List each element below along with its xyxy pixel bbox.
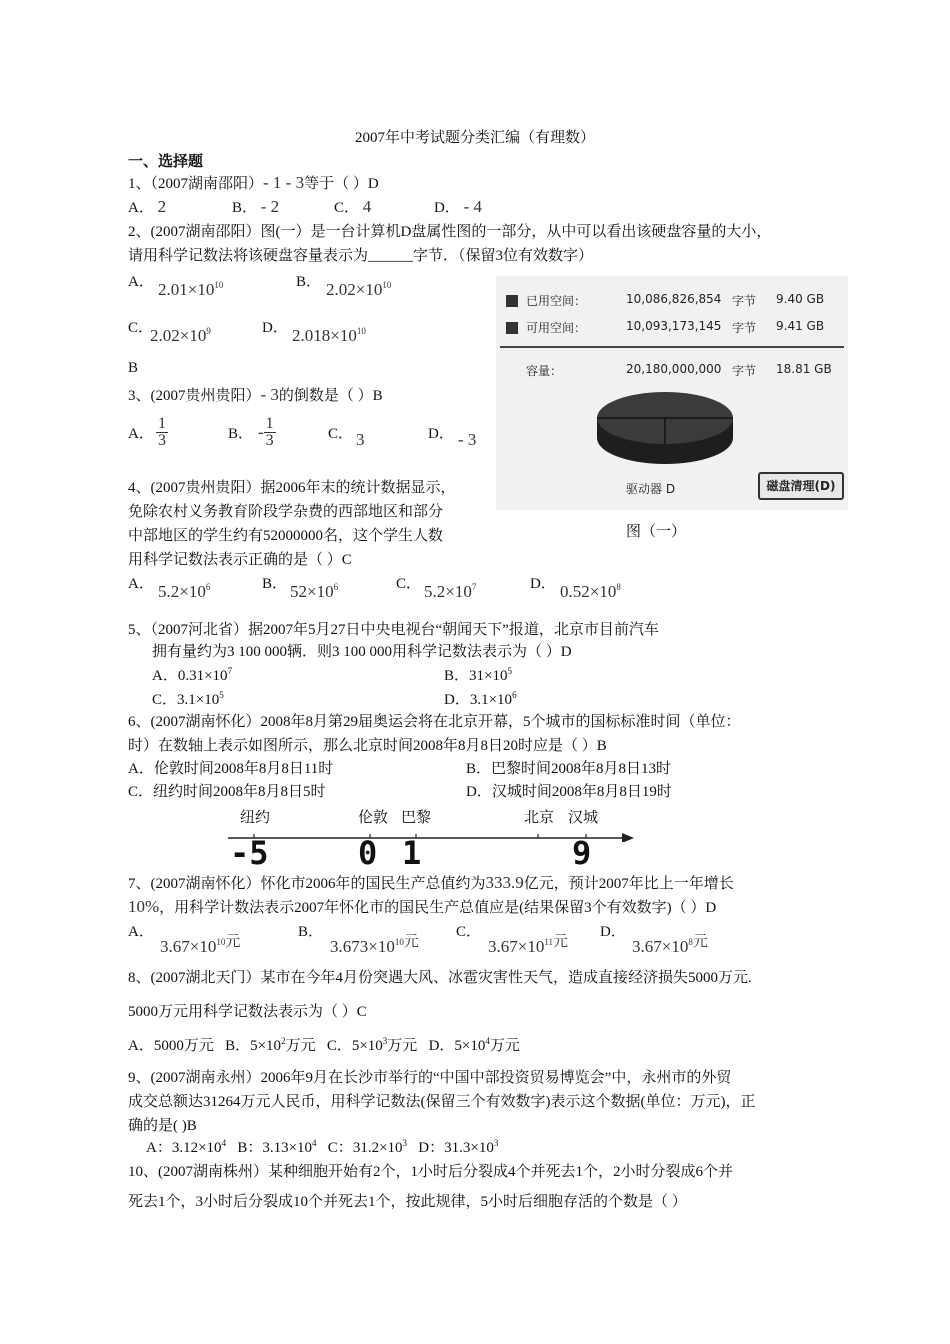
q1-option-b: B． - 2 bbox=[232, 197, 280, 216]
figure-caption: 图（一） bbox=[626, 524, 687, 540]
q6-option-a: A．伦敦时间2008年8月8日11时 bbox=[128, 761, 334, 777]
q7-option-a-label: A． bbox=[128, 924, 154, 940]
question-4-line-3: 中部地区的学生约有52000000名，这个学生人数 bbox=[128, 528, 444, 544]
q4-option-a: $5.2\times 10^6$ bbox=[158, 582, 211, 601]
question-9-line-3: 确的是( )B bbox=[128, 1118, 197, 1134]
q4-option-d-label: D． bbox=[530, 576, 556, 592]
q2-option-a: $2.01\times 10^{10}$ bbox=[158, 280, 224, 299]
q3-option-c: 3 bbox=[356, 430, 365, 449]
q5-option-b: B．$31\times 10^5$ bbox=[444, 666, 512, 684]
axis-number-9: 9 bbox=[572, 834, 592, 872]
axis-label-beijing: 北京 bbox=[524, 810, 555, 826]
q7-option-c-label: C． bbox=[456, 924, 482, 940]
capacity-unit: 字节 bbox=[732, 364, 757, 378]
free-unit: 字节 bbox=[732, 321, 757, 335]
question-2-line-2: 请用科学记数法将该硬盘容量表示为______字节．（保留3位有效数字） bbox=[128, 248, 594, 264]
question-9-line-1: 9、(2007湖南永州）2006年9月在长沙市举行的“中国中部投资贸易博览会”中，永州市的外贸 bbox=[128, 1070, 732, 1086]
q3-option-d-label: D． bbox=[428, 426, 454, 442]
q1-option-d: D． - 4 bbox=[434, 197, 483, 216]
q3-option-c-label: C． bbox=[328, 426, 354, 442]
question-4-line-4: 用科学记数法表示正确的是（ ）C bbox=[128, 552, 352, 568]
q3-option-a-label: A． bbox=[128, 426, 154, 442]
question-1-stem: 1、（2007湖南邵阳）- 1 - 3等于（ ）D bbox=[128, 173, 379, 192]
capacity-bytes: 20,180,000,000 bbox=[626, 362, 722, 376]
question-4-line-1: 4、(2007贵州贵阳）据2006年末的统计数据显示， bbox=[128, 480, 456, 496]
q2-option-c: $2.02\times 10^9$ bbox=[150, 326, 211, 345]
q1-option-c: C． 4 bbox=[334, 197, 372, 216]
question-10-line-2: 死去1个，3小时后分裂成10个并死去1个，按此规律，5小时后细胞存活的个数是（ ） bbox=[128, 1194, 687, 1210]
q7-option-d-label: D． bbox=[600, 924, 626, 940]
q7-option-b-label: B． bbox=[298, 924, 324, 940]
question-5-line-1: 5、（2007河北省）据2007年5月27日中央电视台“朝闻天下”报道，北京市目前汽车 bbox=[128, 622, 659, 638]
q3-option-a: $\frac{1}{3}$ bbox=[158, 415, 166, 449]
q7-option-d: $3.67\times 10^8$元 bbox=[632, 934, 708, 956]
question-5-line-2: 拥有量约为3 100 000辆．则3 100 000用科学记数法表示为（ ）D bbox=[152, 644, 572, 660]
q4-option-b-label: B． bbox=[262, 576, 288, 592]
question-8-line-1: 8、(2007湖北天门）某市在今年4月份突遇大风、冰雹灾害性天气，造成直接经济损失5000万元. bbox=[128, 970, 752, 986]
q4-option-b: $52\times 10^6$ bbox=[290, 582, 339, 601]
q5-option-a: A．$0.31\times 10^7$ bbox=[152, 666, 233, 684]
question-6-line-2: 时）在数轴上表示如图所示，那么北京时间2008年8月8日20时应是（ ）B bbox=[128, 738, 607, 754]
page-title: 2007年中考试题分类汇编（有理数） bbox=[354, 130, 595, 146]
question-2-line-1: 2、(2007湖南邵阳）图(一）是一台计算机D盘属性图的一部分，从中可以看出该硬盘容量的大小， bbox=[128, 224, 772, 240]
q2-option-d: $2.018\times 10^{10}$ bbox=[292, 326, 366, 345]
q2-option-b-label: B． bbox=[296, 274, 322, 290]
free-gb: 9.41 GB bbox=[776, 319, 825, 333]
q4-option-a-label: A． bbox=[128, 576, 154, 592]
q8-option-a: A．5000万元 bbox=[128, 1038, 214, 1054]
q3-option-b-label: B． bbox=[228, 426, 254, 442]
question-7-line-1: 7、(2007湖南怀化）怀化市2006年的国民生产总值约为333.9亿元，预计2007年比上一年增长 bbox=[128, 873, 734, 892]
q8-option-c: C．$5\times 10^3$万元 bbox=[326, 1036, 418, 1054]
question-6-line-1: 6、(2007湖南怀化）2008年8月第29届奥运会将在北京开幕，5个城市的国标标准时间（单位： bbox=[128, 714, 741, 730]
capacity-gb: 18.81 GB bbox=[776, 362, 832, 376]
q9-option-a: A：$3.12\times 10^4$ bbox=[146, 1138, 227, 1156]
q2-option-c-label: C． bbox=[128, 320, 154, 336]
q7-option-a: $3.67\times 10^{10}$元 bbox=[160, 934, 241, 956]
q1-option-a: A． 2 bbox=[128, 197, 167, 216]
used-unit: 字节 bbox=[732, 294, 757, 308]
question-7-line-2: 10%，用科学计数法表示2007年怀化市的国民生产总值应是(结果保留3个有效数字)（ ）D bbox=[128, 897, 717, 916]
q4-option-c-label: C． bbox=[396, 576, 422, 592]
q4-option-c: $5.2\times 10^7$ bbox=[424, 582, 477, 601]
capacity-label: 容量： bbox=[526, 364, 563, 378]
q2-option-b: $2.02\times 10^{10}$ bbox=[326, 280, 392, 299]
q1-expression: - 1 - 3 bbox=[263, 173, 305, 192]
used-space-swatch bbox=[506, 295, 518, 307]
q4-option-d: $0.52\times 10^8$ bbox=[560, 582, 621, 601]
disk-cleanup-button[interactable]: 磁盘清理(D) bbox=[758, 472, 844, 500]
q7-option-c: $3.67\times 10^{11}$元 bbox=[488, 934, 569, 956]
q8-option-b: B．$5\times 10^2$万元 bbox=[225, 1036, 316, 1054]
disk-pie-icon bbox=[594, 386, 736, 466]
q2-answer: B bbox=[128, 360, 139, 376]
used-gb: 9.40 GB bbox=[776, 292, 825, 306]
q2-option-d-label: D． bbox=[262, 320, 288, 336]
section-heading: 一、选择题 bbox=[128, 154, 204, 170]
q3-option-d: - 3 bbox=[458, 430, 477, 449]
free-space-swatch bbox=[506, 322, 518, 334]
q9-options bbox=[146, 1136, 498, 1157]
axis-number-0: 0 bbox=[358, 834, 378, 872]
q9-option-c: C：$31.2\times 10^3$ bbox=[327, 1138, 408, 1156]
q8-options bbox=[128, 1034, 520, 1055]
axis-label-seoul: 汉城 bbox=[568, 810, 599, 826]
q7-option-b: $3.673\times 10^{10}$元 bbox=[330, 934, 419, 956]
divider bbox=[500, 346, 844, 348]
disk-properties-figure bbox=[496, 276, 848, 510]
q9-option-b: B：$3.13\times 10^4$ bbox=[237, 1138, 317, 1156]
q6-option-c: C．纽约时间2008年8月8日5时 bbox=[128, 784, 326, 800]
free-bytes: 10,093,173,145 bbox=[626, 319, 722, 333]
question-4-line-2: 免除农村义务教育阶段学杂费的西部地区和部分 bbox=[128, 504, 444, 520]
axis-label-newyork: 纽约 bbox=[240, 810, 271, 826]
time-zone-number-line bbox=[226, 806, 636, 870]
drive-label: 驱动器 D bbox=[626, 482, 676, 496]
q6-option-b: B．巴黎时间2008年8月8日13时 bbox=[466, 761, 672, 777]
question-9-line-2: 成交总额达31264万元人民币，用科学记数法(保留三个有效数字)表示这个数据(单位：万元)，正 bbox=[128, 1094, 756, 1110]
q3-option-b: - $\frac{1}{3}$ bbox=[258, 415, 274, 449]
axis-label-london: 伦敦 bbox=[358, 810, 389, 826]
q6-option-d: D．汉城时间2008年8月8日19时 bbox=[466, 784, 672, 800]
used-space-row: 已用空间： bbox=[506, 292, 586, 309]
q2-option-a-label: A． bbox=[128, 274, 154, 290]
free-space-row: 可用空间： bbox=[506, 319, 586, 336]
q5-option-d: D．$3.1\times 10^6$ bbox=[444, 690, 517, 708]
axis-number-1: 1 bbox=[402, 834, 422, 872]
q9-option-d: D：$31.3\times 10^3$ bbox=[418, 1138, 499, 1156]
question-10-line-1: 10、(2007湖南株州）某种细胞开始有2个，1小时后分裂成4个并死去1个，2小时分裂成6个并 bbox=[128, 1164, 733, 1180]
question-8-line-2: 5000万元用科学记数法表示为（ ）C bbox=[128, 1004, 367, 1020]
axis-label-paris: 巴黎 bbox=[401, 810, 432, 826]
q8-option-d: D．$5\times 10^4$万元 bbox=[428, 1036, 520, 1054]
axis-number-minus5: -5 bbox=[230, 834, 269, 872]
q5-option-c: C．$3.1\times 10^5$ bbox=[152, 690, 224, 708]
used-bytes: 10,086,826,854 bbox=[626, 292, 722, 306]
question-3-stem: 3、(2007贵州贵阳）- 3的倒数是（ ）B bbox=[128, 385, 383, 404]
